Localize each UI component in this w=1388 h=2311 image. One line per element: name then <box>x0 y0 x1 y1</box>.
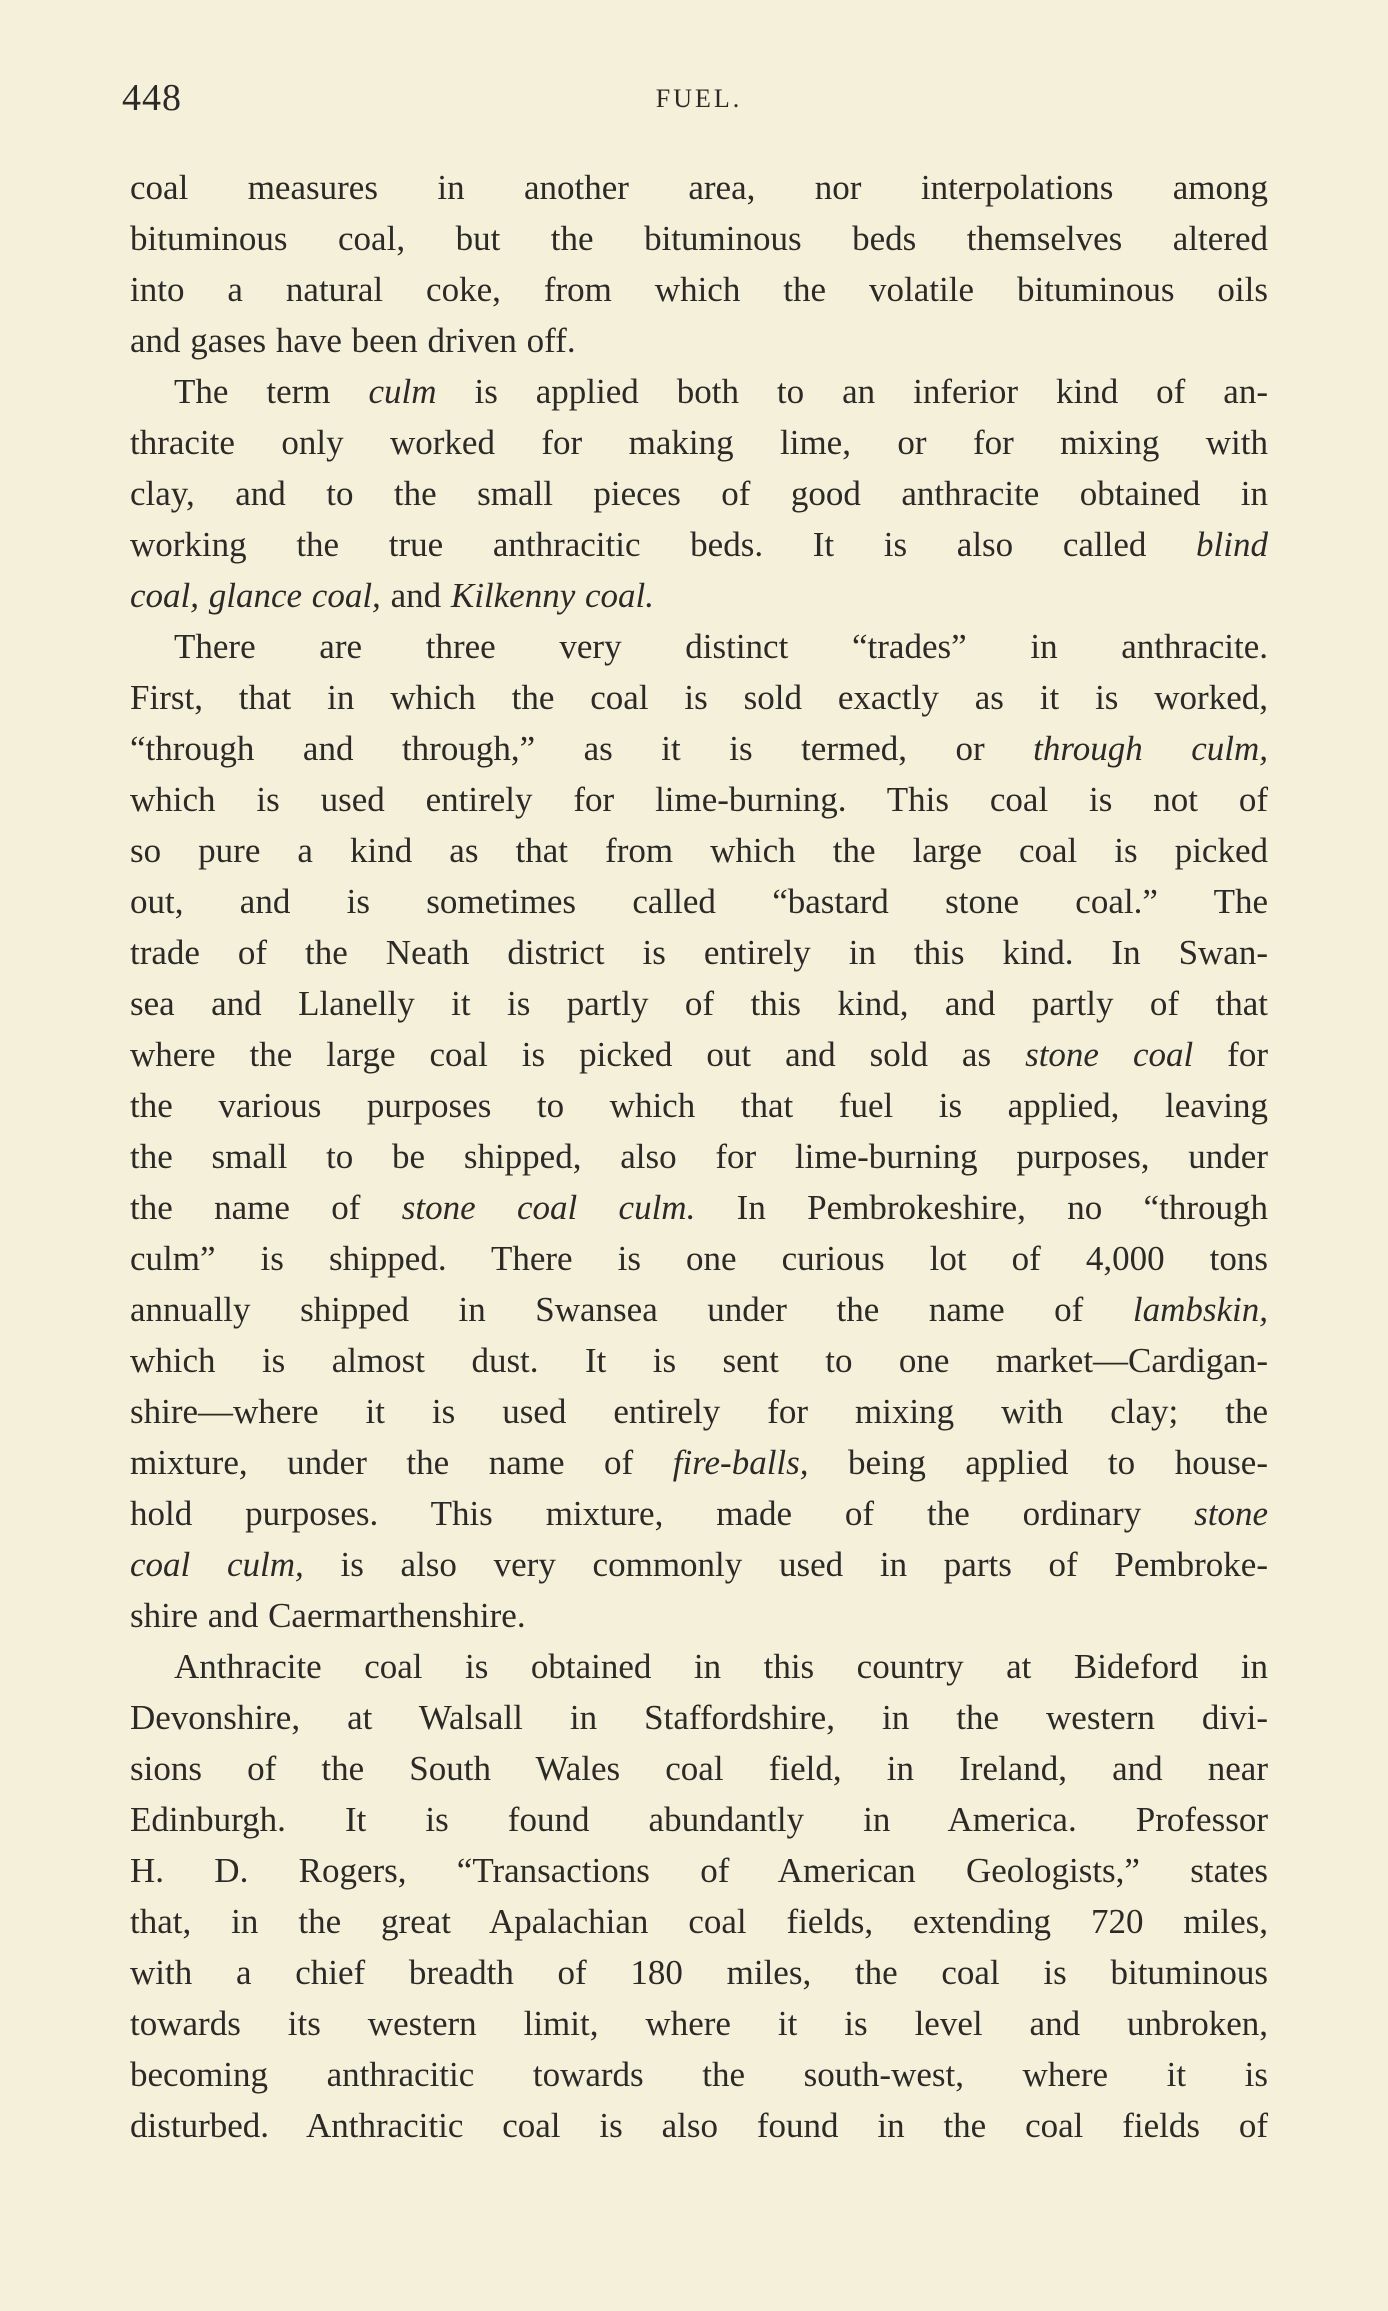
italic-text: stone coal <box>1025 1035 1194 1074</box>
italic-text: culm <box>368 372 437 411</box>
text-line <box>130 1641 1268 1692</box>
text-line <box>130 2100 1268 2151</box>
italic-text: stone coal culm. <box>401 1188 696 1227</box>
text-segment: the various purposes to which that fuel is applied, leaving <box>130 1086 1268 1125</box>
text-line <box>130 1029 1268 1080</box>
italic-text: blind <box>1196 525 1268 564</box>
text-line <box>130 213 1268 264</box>
text-segment: hold purposes. This mixture, made of the ordinary <box>130 1494 1195 1533</box>
text-line <box>130 621 1268 672</box>
text-line <box>130 1335 1268 1386</box>
text-line <box>130 825 1268 876</box>
text-line <box>130 1233 1268 1284</box>
italic-text: stone <box>1194 1494 1268 1533</box>
text-line <box>130 927 1268 978</box>
text-segment: shire and Caermarthenshire. <box>130 1596 526 1635</box>
text-segment: In Pembrokeshire, no “through <box>695 1188 1268 1227</box>
text-segment: “through and through,” as it is termed, or <box>130 729 1034 768</box>
text-segment: First, that in which the coal is sold exactly as it is worked, <box>130 678 1268 717</box>
text-segment: becoming anthracitic towards the south-west, where it is <box>130 2055 1268 2094</box>
text-line <box>130 774 1268 825</box>
text-segment: into a natural coke, from which the volatile bituminous oils <box>130 270 1268 309</box>
text-segment: is also very commonly used in parts of Pembroke- <box>303 1545 1268 1584</box>
text-line <box>130 1794 1268 1845</box>
text-line <box>130 1590 1268 1641</box>
text-line <box>130 315 1268 366</box>
text-line <box>130 264 1268 315</box>
text-line <box>130 978 1268 1029</box>
italic-text: Kilkenny coal. <box>450 576 655 615</box>
text-segment: Devonshire, at Walsall in Staffordshire, in the western divi- <box>130 1698 1268 1737</box>
text-line <box>130 1539 1268 1590</box>
text-line <box>130 1947 1268 1998</box>
text-segment: sions of the South Wales coal field, in Ireland, and near <box>130 1749 1268 1788</box>
text-segment: for <box>1193 1035 1268 1074</box>
text-segment: where the large coal is picked out and sold as <box>130 1035 1026 1074</box>
text-segment: Anthracite coal is obtained in this country at Bideford in <box>174 1647 1268 1686</box>
text-line <box>130 1488 1268 1539</box>
text-segment: and gases have been driven off. <box>130 321 576 360</box>
text-line <box>130 570 1268 621</box>
text-line <box>130 162 1268 213</box>
text-segment: and <box>380 576 451 615</box>
text-line <box>130 1080 1268 1131</box>
text-line <box>130 1386 1268 1437</box>
text-segment: Edinburgh. It is found abundantly in America. Professor <box>130 1800 1268 1839</box>
text-line <box>130 1998 1268 2049</box>
text-line <box>130 366 1268 417</box>
text-line <box>130 1437 1268 1488</box>
italic-text: coal culm, <box>130 1545 304 1584</box>
text-segment: towards its western limit, where it is level and unbroken, <box>130 2004 1268 2043</box>
text-segment: trade of the Neath district is entirely in this kind. In Swan- <box>130 933 1268 972</box>
text-line <box>130 723 1268 774</box>
text-segment: thracite only worked for making lime, or for mixing with <box>130 423 1268 462</box>
text-line <box>130 468 1268 519</box>
text-line <box>130 672 1268 723</box>
text-segment: out, and is sometimes called “bastard stone coal.” The <box>130 882 1268 921</box>
text-line <box>130 1131 1268 1182</box>
body-text <box>130 162 1268 2151</box>
running-head: FUEL. <box>655 84 743 113</box>
text-segment: so pure a kind as that from which the large coal is picked <box>130 831 1268 870</box>
text-segment: coal measures in another area, nor interpolations among <box>130 168 1268 207</box>
italic-text: lambskin, <box>1132 1290 1268 1329</box>
text-segment: which is used entirely for lime-burning. This coal is not of <box>130 780 1268 819</box>
text-segment: culm” is shipped. There is one curious lot of 4,000 tons <box>130 1239 1268 1278</box>
text-line <box>130 1743 1268 1794</box>
text-segment: disturbed. Anthracitic coal is also found in the coal fields of <box>130 2106 1268 2145</box>
text-line <box>130 1692 1268 1743</box>
text-segment: The term <box>174 372 369 411</box>
text-segment: bituminous coal, but the bituminous beds themselves altered <box>130 219 1268 258</box>
text-line <box>130 1182 1268 1233</box>
text-segment: that, in the great Apalachian coal fields, extending 720 miles, <box>130 1902 1268 1941</box>
text-line <box>130 1284 1268 1335</box>
text-segment: with a chief breadth of 180 miles, the coal is bituminous <box>130 1953 1268 1992</box>
text-line <box>130 2049 1268 2100</box>
text-segment: H. D. Rogers, “Transactions of American Geologists,” states <box>130 1851 1268 1890</box>
text-line <box>130 417 1268 468</box>
text-segment: shire—where it is used entirely for mixing with clay; the <box>130 1392 1268 1431</box>
text-segment: annually shipped in Swansea under the name of <box>130 1290 1133 1329</box>
text-segment: the name of <box>130 1188 402 1227</box>
text-line <box>130 876 1268 927</box>
italic-text: fire-balls, <box>672 1443 809 1482</box>
italic-text: through culm, <box>1033 729 1268 768</box>
text-segment: mixture, under the name of <box>130 1443 673 1482</box>
text-segment: working the true anthracitic beds. It is also called <box>130 525 1197 564</box>
text-segment: There are three very distinct “trades” in anthracite. <box>174 627 1268 666</box>
text-segment: sea and Llanelly it is partly of this kind, and partly of that <box>130 984 1268 1023</box>
page-number: 448 <box>122 77 182 119</box>
text-segment: the small to be shipped, also for lime-burning purposes, under <box>130 1137 1268 1176</box>
text-line <box>130 519 1268 570</box>
text-segment: is applied both to an inferior kind of an- <box>436 372 1268 411</box>
text-segment: which is almost dust. It is sent to one market—Cardigan- <box>130 1341 1268 1380</box>
text-line <box>130 1896 1268 1947</box>
text-line <box>130 1845 1268 1896</box>
italic-text: coal, glance coal, <box>130 576 381 615</box>
text-segment: clay, and to the small pieces of good anthracite obtained in <box>130 474 1268 513</box>
text-segment: being applied to house- <box>808 1443 1269 1482</box>
